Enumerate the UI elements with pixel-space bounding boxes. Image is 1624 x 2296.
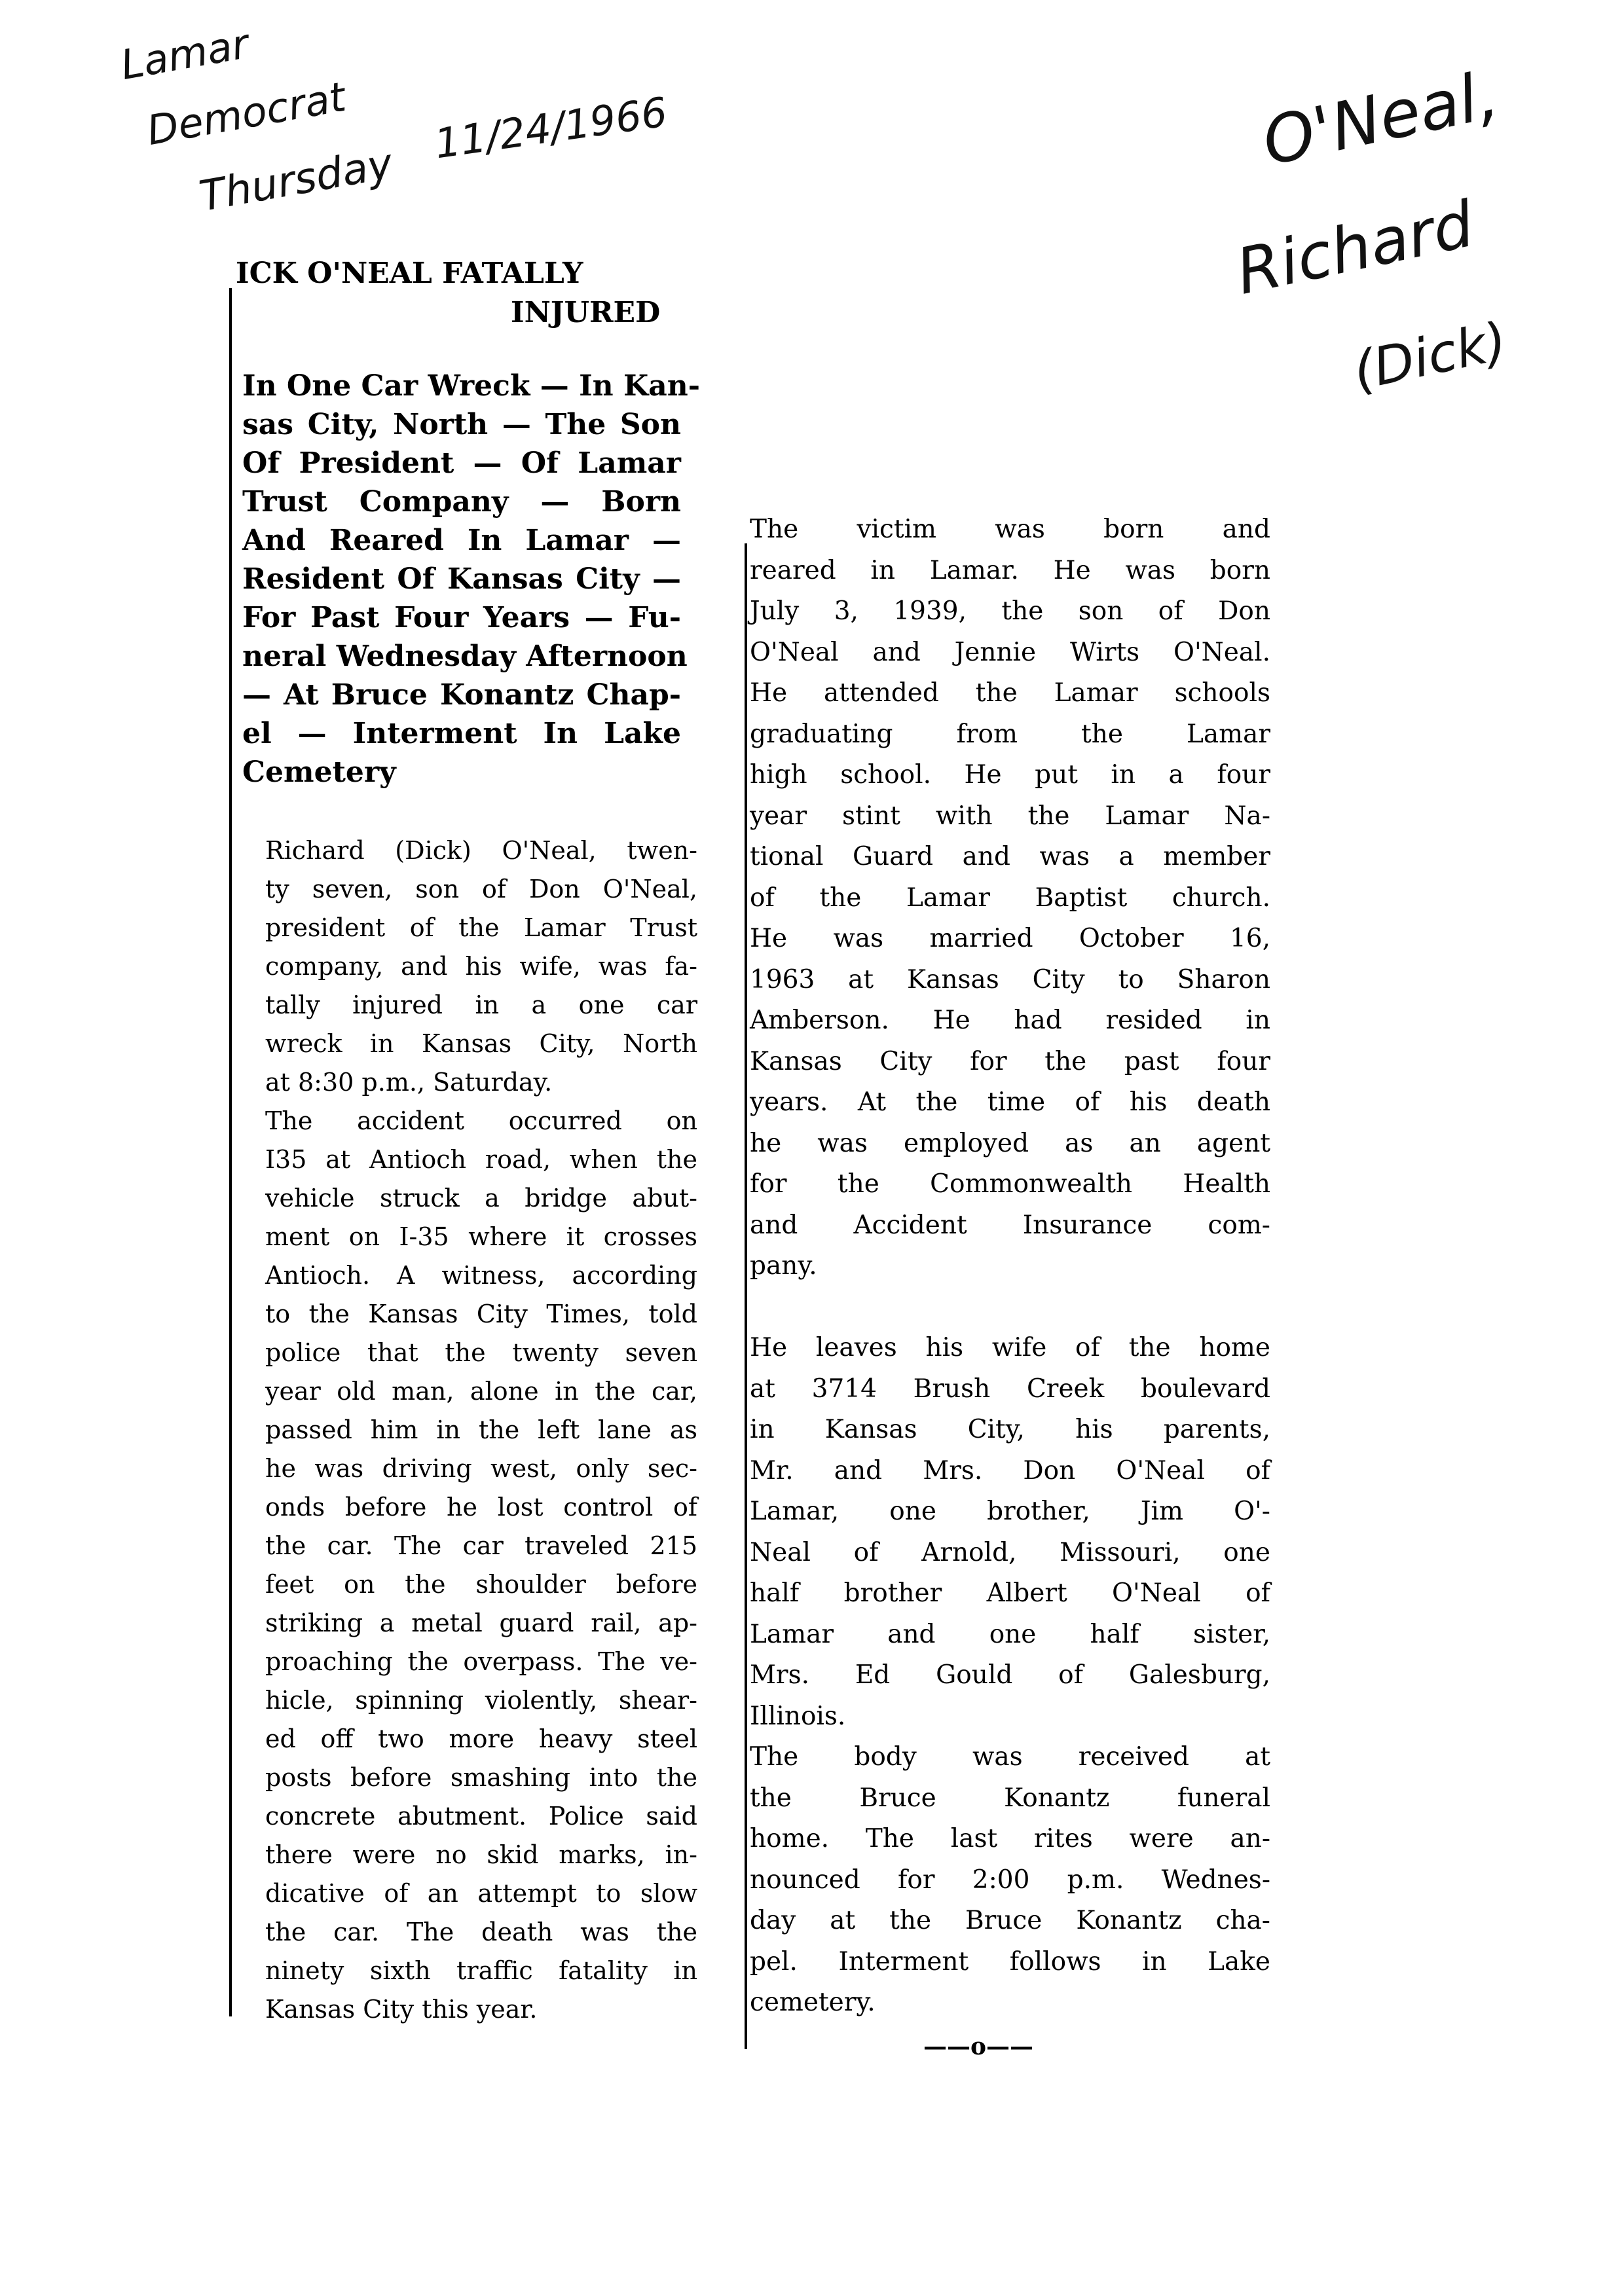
text-line: Amberson. He had resided in xyxy=(750,1006,1270,1035)
text-line: The body was received at xyxy=(750,1742,1270,1772)
text-line: Richard (Dick) O'Neal, twen- xyxy=(265,836,697,865)
headline-line-2: INJURED xyxy=(511,296,661,329)
right-column-body xyxy=(750,509,1270,2024)
text-line: The accident occurred on xyxy=(265,1106,697,1135)
deck-line: neral Wednesday Afternoon xyxy=(242,640,688,673)
text-line: company, and his wife, was fa- xyxy=(265,952,697,981)
text-line: year old man, alone in the car, xyxy=(265,1377,697,1406)
right-column-rule xyxy=(745,543,747,2049)
text-line xyxy=(750,1287,1270,1328)
text-line: Mr. and Mrs. Don O'Neal of xyxy=(750,1455,1270,1485)
handwritten-source-line-1: Lamar xyxy=(117,19,253,89)
text-line: graduating from the Lamar xyxy=(750,719,1270,749)
text-line: and Accident Insurance com- xyxy=(750,1210,1270,1240)
deck-line: Trust Company — Born xyxy=(242,485,681,519)
headline-line-1: ICK O'NEAL FATALLY xyxy=(236,257,583,290)
handwritten-subject-line-3: (Dick) xyxy=(1348,310,1513,403)
deck-line: — At Bruce Konantz Chap- xyxy=(242,678,681,712)
text-line: pany. xyxy=(750,1251,817,1281)
text-line: nounced for 2:00 p.m. Wednes- xyxy=(750,1865,1270,1895)
deck-line: el — Interment In Lake xyxy=(242,717,681,750)
text-line: ty seven, son of Don O'Neal, xyxy=(265,875,697,903)
text-line: ment on I-35 where it crosses xyxy=(265,1222,697,1251)
handwritten-source-line-2: Democrat xyxy=(143,72,350,155)
text-line: Kansas City this year. xyxy=(265,1995,538,2024)
text-line: Mrs. Ed Gould of Galesburg, xyxy=(750,1660,1270,1690)
text-line: in Kansas City, his parents, xyxy=(750,1415,1270,1444)
text-line: he was driving west, only sec- xyxy=(265,1454,697,1483)
deck-line: sas City, North — The Son xyxy=(242,408,681,441)
text-line: He attended the Lamar schools xyxy=(750,678,1270,708)
text-line: tional Guard and was a member xyxy=(750,842,1270,871)
text-line: feet on the shoulder before xyxy=(265,1570,697,1599)
text-line: hicle, spinning violently, shear- xyxy=(265,1686,697,1715)
text-line: police that the twenty seven xyxy=(265,1338,697,1367)
text-line: of the Lamar Baptist church. xyxy=(750,883,1270,913)
text-line: at 8:30 p.m., Saturday. xyxy=(265,1068,553,1097)
text-line: there were no skid marks, in- xyxy=(265,1840,697,1869)
text-line: reared in Lamar. He was born xyxy=(750,555,1270,585)
text-line: Lamar, one brother, Jim O'- xyxy=(750,1497,1270,1526)
text-line: pel. Interment follows in Lake xyxy=(750,1946,1270,1977)
text-line: concrete abutment. Police said xyxy=(265,1802,697,1831)
deck-line: For Past Four Years — Fu- xyxy=(242,601,681,634)
text-line: onds before he lost control of xyxy=(265,1493,697,1522)
text-line: wreck in Kansas City, North xyxy=(265,1029,697,1058)
text-line: the Bruce Konantz funeral xyxy=(750,1783,1270,1813)
left-column-rule xyxy=(229,288,232,2016)
text-line: ed off two more heavy steel xyxy=(265,1724,697,1753)
text-line: 1963 at Kansas City to Sharon xyxy=(750,964,1270,994)
text-line: to the Kansas City Times, told xyxy=(265,1300,697,1328)
handwritten-date: 11/24/1966 xyxy=(432,88,671,168)
headline-deck xyxy=(242,367,700,792)
text-line: July 3, 1939, the son of Don xyxy=(750,596,1270,626)
text-line: tally injured in a one car xyxy=(265,991,697,1019)
text-line: I35 at Antioch road, when the xyxy=(265,1145,697,1174)
text-line: Neal of Arnold, Missouri, one xyxy=(750,1537,1270,1567)
deck-line: And Reared In Lamar — xyxy=(242,524,681,557)
left-column-body xyxy=(265,831,697,2029)
handwritten-source-line-3: Thursday xyxy=(196,139,397,221)
text-line: for the Commonwealth Health xyxy=(750,1169,1270,1199)
text-line: home. The last rites were an- xyxy=(750,1824,1270,1853)
text-line: The victim was born and xyxy=(750,515,1270,544)
text-line: years. At the time of his death xyxy=(750,1087,1270,1117)
text-line: vehicle struck a bridge abut- xyxy=(265,1184,697,1212)
text-line: striking a metal guard rail, ap- xyxy=(265,1609,697,1637)
text-line: at 3714 Brush Creek boulevard xyxy=(750,1374,1270,1404)
text-line: year stint with the Lamar Na- xyxy=(750,801,1270,831)
deck-line: Of President — Of Lamar xyxy=(242,446,681,480)
handwritten-subject-line-1: O'Neal, xyxy=(1256,56,1505,181)
text-line: proaching the overpass. The ve- xyxy=(265,1647,697,1676)
text-line: posts before smashing into the xyxy=(265,1763,697,1792)
text-line: high school. He put in a four xyxy=(750,760,1270,790)
text-line: Antioch. A witness, according xyxy=(265,1261,697,1290)
text-line: dicative of an attempt to slow xyxy=(265,1879,697,1908)
text-line: Kansas City for the past four xyxy=(750,1046,1270,1076)
deck-line: Resident Of Kansas City — xyxy=(242,562,681,596)
text-line: O'Neal and Jennie Wirts O'Neal. xyxy=(750,637,1270,667)
text-line: half brother Albert O'Neal of xyxy=(750,1578,1270,1608)
text-line: cemetery. xyxy=(750,1988,876,2017)
text-line: ninety sixth traffic fatality in xyxy=(265,1956,697,1985)
text-line: the car. The death was the xyxy=(265,1918,697,1946)
end-mark: ——o—— xyxy=(923,2033,1034,2060)
text-line: passed him in the left lane as xyxy=(265,1415,697,1444)
handwritten-subject-line-2: Richard xyxy=(1230,187,1480,309)
text-line: Lamar and one half sister, xyxy=(750,1619,1270,1649)
text-line: he was employed as an agent xyxy=(750,1128,1270,1158)
deck-line: In One Car Wreck — In Kan- xyxy=(242,369,700,403)
text-line: Illinois. xyxy=(750,1701,846,1731)
text-line: the car. The car traveled 215 xyxy=(265,1531,697,1560)
deck-line: Cemetery xyxy=(242,756,396,789)
text-line: day at the Bruce Konantz cha- xyxy=(750,1906,1270,1935)
text-line: He was married October 16, xyxy=(750,924,1270,953)
text-line: He leaves his wife of the home xyxy=(750,1333,1270,1362)
text-line: president of the Lamar Trust xyxy=(265,913,697,942)
